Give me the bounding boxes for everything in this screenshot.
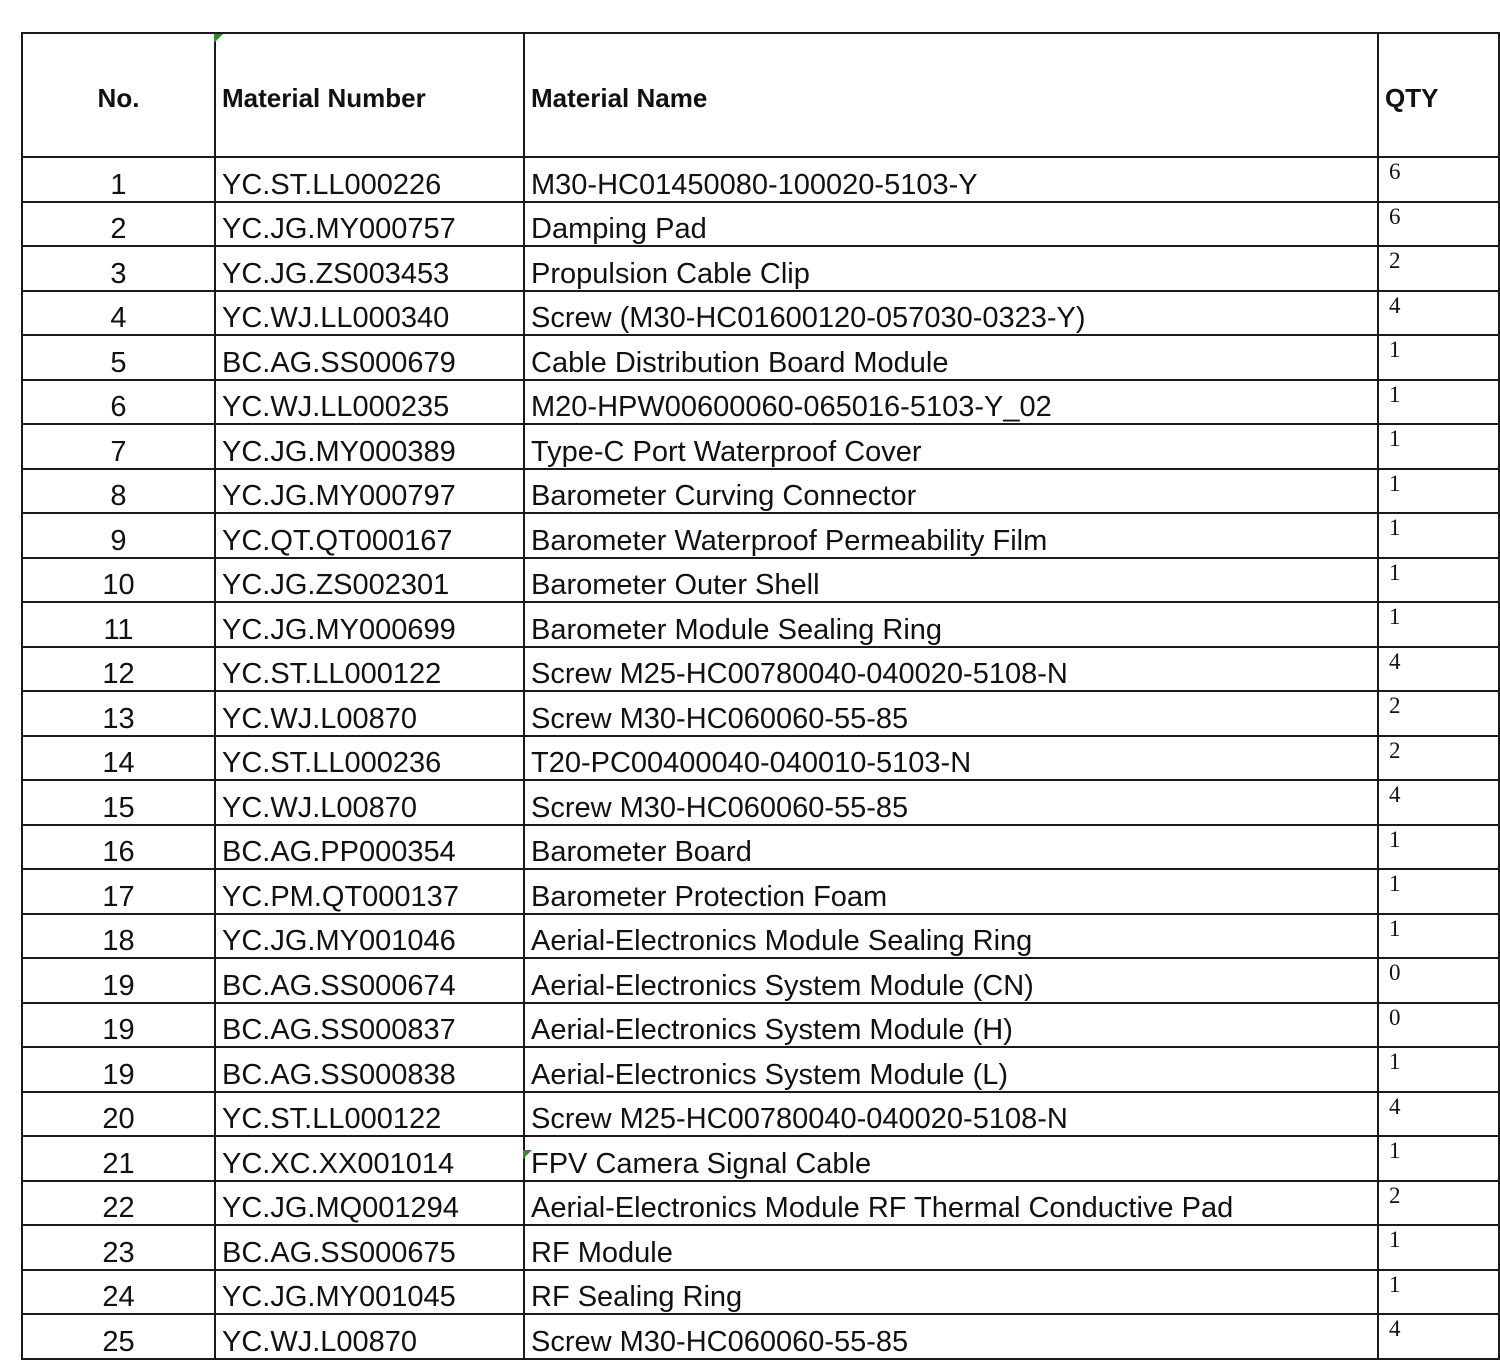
cell-no: 22 (22, 1181, 215, 1226)
cell-material-name: Aerial-Electronics Module RF Thermal Conductive Pad (524, 1181, 1378, 1226)
cell-no: 21 (22, 1136, 215, 1181)
table-row (22, 914, 1499, 959)
cell-material-name: RF Module (524, 1225, 1378, 1270)
cell-material-name: Aerial-Electronics System Module (H) (524, 1003, 1378, 1048)
table-row (22, 780, 1499, 825)
table-row (22, 1181, 1499, 1226)
cell-qty: 1 (1378, 914, 1499, 959)
table-row (22, 736, 1499, 781)
cell-no: 14 (22, 736, 215, 781)
cell-qty: 4 (1378, 647, 1499, 692)
cell-no: 6 (22, 380, 215, 425)
cell-material-name: Aerial-Electronics System Module (L) (524, 1047, 1378, 1092)
cell-qty: 1 (1378, 335, 1499, 380)
cell-material-number: YC.JG.MY000699 (215, 602, 524, 647)
cell-no: 25 (22, 1314, 215, 1359)
header-row (22, 33, 1499, 157)
cell-no: 9 (22, 513, 215, 558)
cell-material-number: YC.WJ.LL000235 (215, 380, 524, 425)
cell-material-number: YC.JG.MQ001294 (215, 1181, 524, 1226)
cell-material-number: YC.JG.ZS002301 (215, 558, 524, 603)
cell-material-name: Barometer Outer Shell (524, 558, 1378, 603)
cell-no: 11 (22, 602, 215, 647)
cell-qty: 6 (1378, 202, 1499, 247)
cell-material-name: Barometer Protection Foam (524, 869, 1378, 914)
cell-material-number: BC.AG.SS000679 (215, 335, 524, 380)
cell-qty: 2 (1378, 736, 1499, 781)
cell-no: 4 (22, 291, 215, 336)
cell-material-name: Damping Pad (524, 202, 1378, 247)
table-row (22, 825, 1499, 870)
header-qty: QTY (1378, 33, 1499, 157)
table-row (22, 602, 1499, 647)
table-row (22, 1047, 1499, 1092)
cell-material-number: YC.JG.MY001046 (215, 914, 524, 959)
cell-material-number: YC.JG.ZS003453 (215, 246, 524, 291)
cell-qty: 1 (1378, 602, 1499, 647)
table-row (22, 202, 1499, 247)
cell-qty: 0 (1378, 958, 1499, 1003)
cell-no: 10 (22, 558, 215, 603)
cell-material-name: Barometer Board (524, 825, 1378, 870)
cell-qty: 1 (1378, 1225, 1499, 1270)
table-row (22, 1314, 1499, 1359)
cell-material-name: T20-PC00400040-040010-5103-N (524, 736, 1378, 781)
cell-no: 1 (22, 157, 215, 202)
cell-material-name: FPV Camera Signal Cable (524, 1136, 1378, 1181)
cell-no: 15 (22, 780, 215, 825)
cell-qty: 4 (1378, 780, 1499, 825)
table-row (22, 647, 1499, 692)
header-no: No. (22, 33, 215, 157)
cell-qty: 4 (1378, 1092, 1499, 1137)
cell-qty: 1 (1378, 1136, 1499, 1181)
cell-material-number: BC.AG.SS000838 (215, 1047, 524, 1092)
cell-marker-row-23 (523, 1150, 532, 1159)
cell-material-number: YC.JG.MY000757 (215, 202, 524, 247)
table-row (22, 958, 1499, 1003)
cell-material-name: Barometer Curving Connector (524, 469, 1378, 514)
cell-no: 24 (22, 1270, 215, 1315)
cell-material-name: Aerial-Electronics System Module (CN) (524, 958, 1378, 1003)
cell-qty: 1 (1378, 469, 1499, 514)
cell-material-name: Screw M30-HC060060-55-85 (524, 1314, 1378, 1359)
cell-qty: 4 (1378, 291, 1499, 336)
cell-qty: 6 (1378, 157, 1499, 202)
cell-material-name: Screw M25-HC00780040-040020-5108-N (524, 1092, 1378, 1137)
bom-table (21, 32, 1500, 1360)
table-row (22, 513, 1499, 558)
cell-material-number: YC.JG.MY000389 (215, 424, 524, 469)
cell-qty: 1 (1378, 380, 1499, 425)
cell-material-name: Aerial-Electronics Module Sealing Ring (524, 914, 1378, 959)
table-row (22, 469, 1499, 514)
cell-material-name: Barometer Waterproof Permeability Film (524, 513, 1378, 558)
cell-material-name: RF Sealing Ring (524, 1270, 1378, 1315)
cell-no: 2 (22, 202, 215, 247)
cell-qty: 0 (1378, 1003, 1499, 1048)
cell-material-name: Screw (M30-HC01600120-057030-0323-Y) (524, 291, 1378, 336)
cell-qty: 1 (1378, 513, 1499, 558)
table-row (22, 424, 1499, 469)
cell-no: 20 (22, 1092, 215, 1137)
table-row (22, 1270, 1499, 1315)
cell-material-number: YC.ST.LL000226 (215, 157, 524, 202)
cell-material-name: Propulsion Cable Clip (524, 246, 1378, 291)
cell-material-name: Screw M30-HC060060-55-85 (524, 780, 1378, 825)
cell-no: 19 (22, 1047, 215, 1092)
cell-material-number: YC.JG.MY001045 (215, 1270, 524, 1315)
cell-qty: 2 (1378, 246, 1499, 291)
table-row (22, 246, 1499, 291)
cell-material-name: Screw M30-HC060060-55-85 (524, 691, 1378, 736)
cell-material-number: YC.QT.QT000167 (215, 513, 524, 558)
cell-qty: 2 (1378, 691, 1499, 736)
cell-qty: 2 (1378, 1181, 1499, 1226)
cell-material-number: YC.WJ.L00870 (215, 780, 524, 825)
table-row (22, 558, 1499, 603)
cell-marker-header (214, 34, 223, 43)
table-row (22, 869, 1499, 914)
header-material-name: Material Name (524, 33, 1378, 157)
cell-qty: 1 (1378, 558, 1499, 603)
cell-no: 5 (22, 335, 215, 380)
cell-no: 8 (22, 469, 215, 514)
cell-material-number: BC.AG.SS000675 (215, 1225, 524, 1270)
cell-material-number: BC.AG.SS000837 (215, 1003, 524, 1048)
cell-qty: 1 (1378, 825, 1499, 870)
cell-no: 16 (22, 825, 215, 870)
cell-material-number: YC.ST.LL000122 (215, 647, 524, 692)
cell-material-name: M20-HPW00600060-065016-5103-Y_02 (524, 380, 1378, 425)
cell-material-number: YC.XC.XX001014 (215, 1136, 524, 1181)
table-row (22, 1136, 1499, 1181)
cell-material-number: YC.WJ.L00870 (215, 691, 524, 736)
cell-material-name: Type-C Port Waterproof Cover (524, 424, 1378, 469)
cell-material-number: YC.ST.LL000236 (215, 736, 524, 781)
cell-material-name: Barometer Module Sealing Ring (524, 602, 1378, 647)
bom-sheet (21, 32, 1498, 1360)
cell-material-name: M30-HC01450080-100020-5103-Y (524, 157, 1378, 202)
cell-qty: 1 (1378, 1047, 1499, 1092)
header-material-number: Material Number (215, 33, 524, 157)
table-row (22, 380, 1499, 425)
cell-no: 19 (22, 958, 215, 1003)
table-row (22, 157, 1499, 202)
cell-material-number: BC.AG.SS000674 (215, 958, 524, 1003)
cell-no: 7 (22, 424, 215, 469)
cell-no: 3 (22, 246, 215, 291)
cell-qty: 1 (1378, 1270, 1499, 1315)
cell-no: 18 (22, 914, 215, 959)
cell-qty: 1 (1378, 869, 1499, 914)
cell-material-name: Cable Distribution Board Module (524, 335, 1378, 380)
cell-material-number: YC.JG.MY000797 (215, 469, 524, 514)
cell-no: 17 (22, 869, 215, 914)
table-row (22, 1225, 1499, 1270)
cell-qty: 4 (1378, 1314, 1499, 1359)
table-row (22, 291, 1499, 336)
cell-material-number: BC.AG.PP000354 (215, 825, 524, 870)
table-row (22, 1003, 1499, 1048)
cell-qty: 1 (1378, 424, 1499, 469)
cell-no: 13 (22, 691, 215, 736)
table-row (22, 1092, 1499, 1137)
bom-body (22, 157, 1499, 1359)
cell-no: 12 (22, 647, 215, 692)
table-row (22, 335, 1499, 380)
cell-material-number: YC.ST.LL000122 (215, 1092, 524, 1137)
cell-material-number: YC.PM.QT000137 (215, 869, 524, 914)
cell-material-number: YC.WJ.L00870 (215, 1314, 524, 1359)
cell-no: 19 (22, 1003, 215, 1048)
cell-material-name: Screw M25-HC00780040-040020-5108-N (524, 647, 1378, 692)
table-row (22, 691, 1499, 736)
cell-material-number: YC.WJ.LL000340 (215, 291, 524, 336)
cell-no: 23 (22, 1225, 215, 1270)
